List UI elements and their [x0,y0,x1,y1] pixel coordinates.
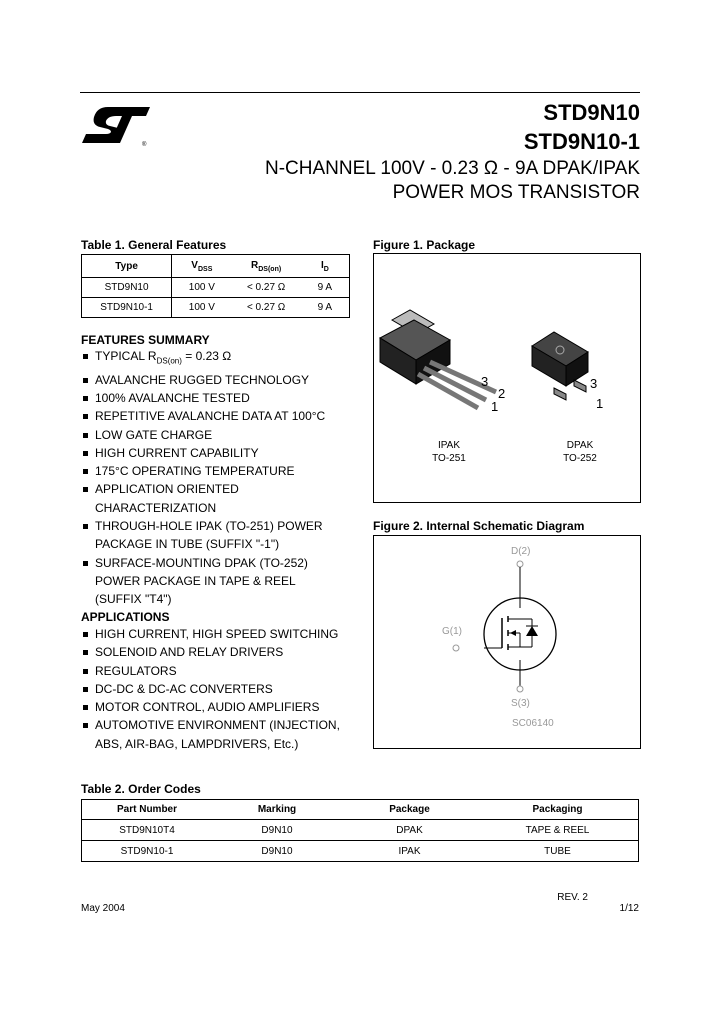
revision: REV. 2 [557,892,588,903]
ipak-pin-3: 3 [481,374,489,389]
dpak-pin-1: 1 [596,396,604,411]
ipak-package-image [380,310,496,408]
subtitle-line-2: POWER MOS TRANSISTOR [392,182,640,203]
cell: D9N10 [212,841,342,862]
col-vdss: $V_{DSS}$ [172,255,232,278]
cell: D9N10 [212,820,342,841]
general-features-table [81,254,350,318]
dpak-code: TO-252 [563,453,597,464]
ipak-pin-1: 1 [491,399,499,414]
features-list [81,347,351,609]
col-id: $I_D$ [301,255,350,278]
gate-label: G(1) [442,626,462,637]
list-item: REGULATORS [81,662,356,680]
figure1-title: Figure 1. Package [373,238,476,252]
cell: STD9N10-1 [82,298,172,318]
cell: STD9N10T4 [82,820,213,841]
features-title: FEATURES SUMMARY [81,333,210,347]
page-number: 1/12 [619,903,639,914]
list-item: AUTOMOTIVE ENVIRONMENT (INJECTION, ABS, AIR-BAG, LAMPDRIVERS, Etc.) [81,716,360,753]
cell: IPAK [342,841,477,862]
st-logo [80,105,150,147]
schematic-code: SC06140 [512,718,554,729]
cell: 100 V [172,278,232,298]
list-item: APPLICATION ORIENTED CHARACTERIZATION [81,480,265,517]
dpak-label: DPAK [566,440,594,451]
col-type: Type [82,255,172,278]
applications-list [81,625,356,753]
col-package: Package [342,800,477,820]
dpak-pin-3: 3 [590,376,598,391]
part-number-primary: STD9N10 [543,100,640,125]
date: May 2004 [81,903,125,914]
list-item: DC-DC & DC-AC CONVERTERS [81,680,356,698]
svg-text:®: ® [142,142,147,147]
subtitle-line-1: N-CHANNEL 100V - 0.23 Ω - 9A DPAK/IPAK [265,158,640,179]
ipak-code: TO-251 [432,453,466,464]
list-item: HIGH CURRENT CAPABILITY [81,444,351,462]
figure2-title: Figure 2. Internal Schematic Diagram [373,519,585,533]
cell: 100 V [172,298,232,318]
schematic-drawing [374,536,640,748]
drain-label: D(2) [511,546,531,557]
cell: < 0.27 Ω [231,278,300,298]
col-packaging: Packaging [477,800,639,820]
list-item: TYPICAL $R_{DS(on)} = 0.23$ Ω [81,347,351,371]
schematic-figure [373,535,641,749]
table-row [82,841,639,862]
list-item: THROUGH-HOLE IPAK (TO-251) POWER PACKAGE IN TUBE (SUFFIX "-1") [81,517,340,554]
ipak-pin-2: 2 [498,386,506,401]
col-part-number: Part Number [82,800,213,820]
list-item: HIGH CURRENT, HIGH SPEED SWITCHING [81,625,356,643]
part-number-secondary: STD9N10-1 [523,129,640,154]
list-item: 175°C OPERATING TEMPERATURE [81,462,351,480]
package-drawing [374,254,640,502]
table-header-row [82,800,639,820]
list-item: AVALANCHE RUGGED TECHNOLOGY [81,371,351,389]
cell: 9 A [301,298,350,318]
list-item: REPETITIVE AVALANCHE DATA AT 100°C [81,407,351,425]
applications-title: APPLICATIONS [81,610,170,624]
list-item: LOW GATE CHARGE [81,426,351,444]
cell: DPAK [342,820,477,841]
cell: STD9N10 [82,278,172,298]
table-row [82,820,639,841]
cell: STD9N10-1 [82,841,213,862]
table-header-row [82,255,350,278]
table2-title: Table 2. Order Codes [81,782,201,796]
source-label: S(3) [511,698,530,709]
cell: TAPE & REEL [477,820,639,841]
list-item: MOTOR CONTROL, AUDIO AMPLIFIERS [81,698,356,716]
table-row [82,278,350,298]
cell: 9 A [301,278,350,298]
table1-title: Table 1. General Features [81,238,227,252]
col-rdson: $R_{DS(on)}$ [231,255,300,278]
dpak-package-image [532,332,588,400]
list-item: 100% AVALANCHE TESTED [81,389,351,407]
cell: TUBE [477,841,639,862]
package-figure [373,253,641,503]
ipak-label: IPAK [437,440,461,451]
list-item: SURFACE-MOUNTING DPAK (TO-252) POWER PACKAGE IN TAPE & REEL (SUFFIX "T4") [81,554,325,609]
list-item: SOLENOID AND RELAY DRIVERS [81,643,356,661]
col-marking: Marking [212,800,342,820]
order-codes-table [81,799,639,862]
table-row [82,298,350,318]
cell: < 0.27 Ω [231,298,300,318]
header-rule [80,92,640,93]
